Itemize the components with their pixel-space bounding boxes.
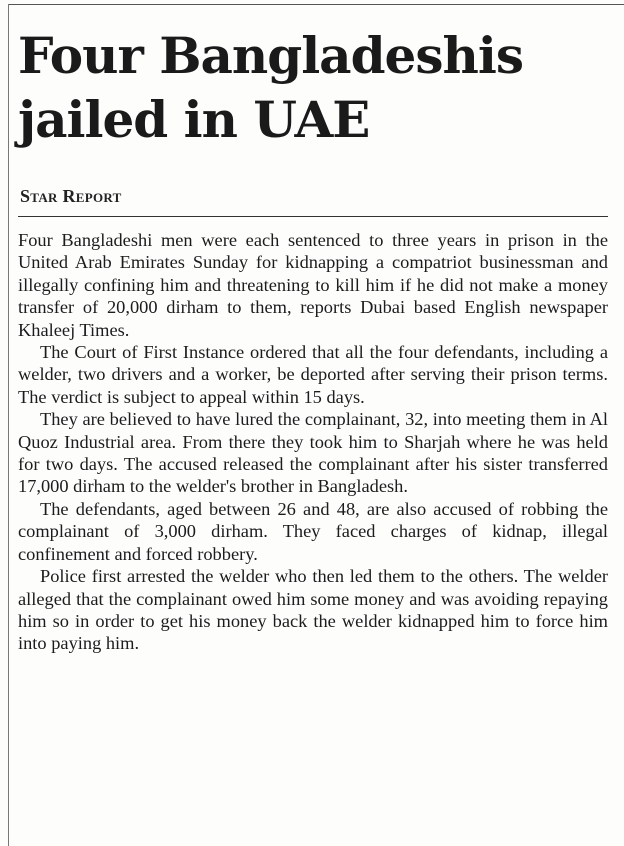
byline-text: Star Report	[20, 186, 122, 206]
paragraph-2: The Court of First Instance ordered that all the four defendants, including a welder, two drivers and a worker, be deported after serving their prison terms. The verdict is subject to appeal within 15 days.	[18, 342, 608, 407]
byline	[20, 186, 122, 207]
headline: Four Bangladeshis jailed in UAE	[18, 26, 523, 149]
paragraph-4: The defendants, aged between 26 and 48, are also accused of robbing the complainant of 3,000 dirham. They faced charges of kidnap, illegal confinement and forced robbery.	[18, 498, 608, 564]
left-border-rule	[8, 4, 9, 846]
paragraph-3: They are believed to have lured the complainant, 32, into meeting them in Al Quoz Industrial area. From there they took him to Sharjah where he was held for two days. The accused released the complainant after his sister transferred 17,000 dirham to the welder's brother in Bangladesh.	[18, 409, 608, 497]
article-body	[18, 229, 608, 655]
byline-divider	[18, 216, 608, 217]
top-border-rule	[8, 4, 624, 5]
paragraph-5: Police first arrested the welder who then led them to the others. The welder alleged that the complainant owed him some money and was avoiding repaying him so in order to get his money back the welder kidnapped him to force him into paying him.	[18, 566, 608, 654]
paragraph-1: Four Bangladeshi men were each sentenced to three years in prison in the United Arab Emirates Sunday for kidnapping a compatriot businessman and illegally confining him and threatening to kill him if he did not make a money transfer of 20,000 dirham to them, reports Dubai based English newspaper Khaleej Times.	[18, 230, 608, 340]
